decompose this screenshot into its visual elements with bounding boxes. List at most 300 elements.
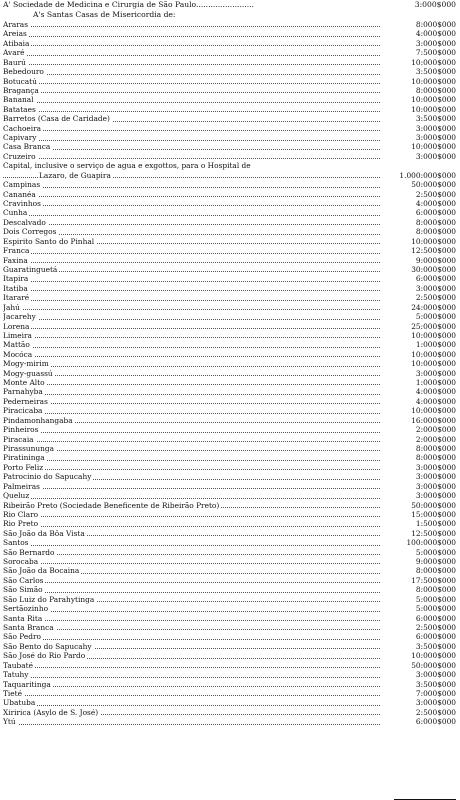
entry-value: 6:000$000 — [415, 274, 456, 284]
list-item — [3, 369, 456, 378]
entry-value: 3:000$000 — [415, 698, 456, 708]
entry-value: 100:000$000 — [406, 538, 456, 548]
entry-label-text: São João da Bocaina — [3, 566, 80, 576]
entry-label — [3, 378, 384, 387]
entry-value: 30:000$000 — [411, 264, 456, 274]
list-item — [3, 142, 456, 151]
list-item — [3, 312, 456, 321]
list-item — [3, 237, 456, 246]
entry-label — [3, 557, 384, 566]
list-item — [3, 114, 456, 123]
list-item — [3, 444, 456, 453]
entry-value: 15:000$000 — [411, 509, 456, 519]
entry-label — [3, 623, 384, 632]
entry-value: 10:000$000 — [411, 359, 456, 369]
list-item — [3, 529, 456, 538]
entry-label — [3, 642, 384, 651]
entry-label-text: Itatiba — [3, 283, 28, 293]
entry-label-text: Bananal — [3, 95, 34, 105]
entry-label — [3, 114, 384, 123]
entry-value: 9:000$000 — [415, 557, 456, 567]
list-item — [3, 416, 456, 425]
entry-label-text: Cravinhos — [3, 199, 41, 209]
entry-value: 2:500$000 — [415, 707, 456, 717]
entry-value: 1:000$000 — [415, 378, 456, 388]
entry-label — [3, 632, 384, 641]
entry-label — [3, 105, 384, 114]
list-item — [3, 397, 456, 406]
society-row — [3, 0, 456, 10]
entry-value: 24:000$000 — [411, 302, 456, 312]
entry-value: 2:500$000 — [415, 189, 456, 199]
entry-label — [3, 95, 384, 104]
entry-label — [3, 124, 384, 133]
entry-label — [3, 482, 384, 491]
entry-value: 5:000$000 — [415, 312, 456, 322]
entry-value: 2:000$000 — [415, 425, 456, 435]
entry-value: 10:000$000 — [411, 76, 456, 86]
entry-value: 7:500$000 — [415, 48, 456, 58]
list-item — [3, 29, 456, 38]
entry-label-text: Baurú — [3, 57, 26, 67]
entry-value: 6:000$000 — [415, 208, 456, 218]
entry-value: 8:000$000 — [415, 20, 456, 29]
list-item — [3, 105, 456, 114]
list-item — [3, 435, 456, 444]
list-item — [3, 501, 456, 510]
entry-label-text: Areias — [3, 29, 27, 39]
entry-value: 2:500$000 — [415, 623, 456, 632]
list-item — [3, 152, 456, 161]
list-item — [3, 378, 456, 387]
entry-label — [3, 67, 384, 76]
entry-label-text: Ytú — [3, 717, 16, 727]
entry-label-text: São Simão — [3, 585, 43, 595]
entry-value: 10:000$000 — [411, 95, 456, 105]
entry-label — [3, 444, 384, 453]
entry-label — [3, 322, 384, 331]
entry-label-text: Faxina — [3, 255, 28, 265]
entry-value: 3:000$000 — [415, 481, 456, 491]
list-item — [3, 293, 456, 302]
list-item — [3, 86, 456, 95]
entry-label — [3, 604, 384, 613]
list-item — [3, 566, 456, 575]
entry-value: 25:000$000 — [411, 321, 456, 331]
entry-label — [3, 519, 384, 528]
list-item — [3, 576, 456, 585]
entry-value: 3:000$000 — [415, 462, 456, 472]
entry-value: 3:000$000 — [415, 133, 456, 143]
list-item — [3, 218, 456, 227]
list-item — [3, 519, 456, 528]
entry-label-text: Parnahyba — [3, 387, 43, 397]
entry-label-text: São José do Rio Pardo — [3, 651, 86, 661]
entries-list — [3, 20, 456, 727]
entry-label — [3, 152, 384, 161]
list-item — [3, 284, 456, 293]
entry-label-text: Mogy-mirim — [3, 359, 49, 369]
entry-label — [3, 510, 384, 519]
entry-label — [3, 77, 384, 86]
list-item — [3, 171, 456, 180]
entry-label — [3, 472, 384, 481]
entry-value: 10:000$000 — [411, 104, 456, 114]
entry-value: 3:000$000 — [415, 368, 456, 378]
entry-label — [3, 246, 384, 255]
entry-label-text: Lazaro, de Guapira — [39, 170, 111, 180]
entry-label — [3, 350, 384, 359]
entry-label-text: Casa Branca — [3, 142, 51, 152]
entry-label — [3, 661, 384, 670]
entry-label — [3, 133, 384, 142]
entry-label — [3, 425, 384, 434]
entry-label — [3, 293, 384, 302]
entry-label-text: Tieté — [3, 688, 23, 698]
entry-label-text: São Bento do Sapucahy — [3, 641, 92, 651]
list-item — [3, 387, 456, 396]
entry-label — [3, 698, 384, 707]
entry-label-text: Tatuhy — [3, 670, 29, 680]
entry-label-text: Pindamonhangaba — [3, 415, 73, 425]
list-item — [3, 303, 456, 312]
entry-label-text: Porto Feliz — [3, 462, 44, 472]
list-item — [3, 463, 456, 472]
entry-value: 10:000$000 — [411, 651, 456, 661]
entry-label — [3, 227, 384, 236]
entry-label — [3, 161, 384, 170]
entry-value: 6:000$000 — [415, 632, 456, 642]
list-item — [3, 585, 456, 594]
list-item — [3, 651, 456, 660]
entry-label-text: Campinas — [3, 180, 41, 190]
entry-value: 10:000$000 — [411, 236, 456, 246]
entry-value: 1.000:000$000 — [399, 170, 456, 180]
entry-label-text: Santos — [3, 538, 29, 548]
entry-label — [3, 491, 384, 500]
list-item — [3, 77, 456, 86]
entry-label-text: Rio Preto — [3, 519, 39, 529]
list-item — [3, 246, 456, 255]
entry-label-text: Queluz — [3, 491, 30, 501]
entry-value: 8:000$000 — [415, 443, 456, 453]
list-item — [3, 274, 456, 283]
list-item — [3, 472, 456, 481]
entry-label — [3, 416, 384, 425]
list-item — [3, 453, 456, 462]
entry-value: 3:000$000 — [415, 151, 456, 161]
entry-label-text: Descalvado — [3, 217, 46, 227]
list-item — [3, 256, 456, 265]
entry-value: 1:500$000 — [415, 519, 456, 529]
entry-label — [3, 237, 384, 246]
list-item — [3, 95, 456, 104]
entry-label — [3, 20, 384, 29]
entry-label-text: Cunha — [3, 208, 28, 218]
entry-label-text: Dois Corregos — [3, 227, 57, 237]
entry-label-text: Piracaia — [3, 434, 34, 444]
entry-label — [3, 48, 384, 57]
entry-label — [3, 529, 384, 538]
list-item — [3, 623, 456, 632]
entry-label-text: Avaré — [3, 48, 25, 58]
entry-label — [3, 614, 384, 623]
entry-value: 10:000$000 — [411, 142, 456, 152]
entry-label-text: Piracicaba — [3, 406, 43, 416]
entry-label — [3, 566, 384, 575]
list-item — [3, 58, 456, 67]
entry-label-text: Lorena — [3, 321, 30, 331]
entry-label-text: Pederneiras — [3, 396, 48, 406]
entry-label — [3, 340, 384, 349]
list-item — [3, 190, 456, 199]
list-item — [3, 208, 456, 217]
entry-value: 8:000$000 — [415, 566, 456, 576]
entry-label — [3, 312, 384, 321]
list-item — [3, 340, 456, 349]
entry-value: 3:500$000 — [415, 67, 456, 77]
entry-value: 5:000$000 — [415, 547, 456, 557]
entry-label-text: Itapira — [3, 274, 29, 284]
entry-label — [3, 274, 384, 283]
entry-label-text: Atibaia — [3, 38, 30, 48]
society-label: A' Sociedade de Medicina e Cirurgia de São Paulo........................ — [3, 0, 254, 9]
entry-value: 8:000$000 — [415, 217, 456, 227]
list-item — [3, 359, 456, 368]
entry-value: 2:500$000 — [415, 293, 456, 303]
entry-value: 8:000$000 — [415, 227, 456, 237]
list-item — [3, 510, 456, 519]
entry-value: 8:000$000 — [415, 453, 456, 463]
list-item — [3, 39, 456, 48]
entry-label-text: São Luiz do Parahytinga — [3, 594, 95, 604]
entry-label — [3, 651, 384, 660]
list-item — [3, 67, 456, 76]
entry-label — [3, 463, 384, 472]
entry-label-text: Jahú — [3, 302, 20, 312]
list-item — [3, 717, 456, 726]
list-item — [3, 614, 456, 623]
entry-value: 8:000$000 — [415, 585, 456, 595]
entry-label-text: São Bernardo — [3, 547, 55, 557]
list-item — [3, 161, 456, 170]
entry-label — [3, 199, 384, 208]
entry-label-text: Franca — [3, 246, 30, 256]
subheading: A's Santas Casas de Misericordia de: — [33, 10, 176, 19]
entry-label — [3, 406, 384, 415]
entry-label — [3, 689, 384, 698]
list-item — [3, 180, 456, 189]
entry-label — [3, 190, 384, 199]
list-item — [3, 708, 456, 717]
list-item — [3, 491, 456, 500]
entry-label — [3, 501, 384, 510]
list-item — [3, 124, 456, 133]
entry-value: 5:000$000 — [415, 604, 456, 614]
entry-label — [3, 359, 384, 368]
entry-value: 10:000$000 — [411, 330, 456, 340]
entry-label-text: Xiririca (Asylo de S. José) — [3, 707, 99, 717]
entry-label-text: Mocóca — [3, 349, 33, 359]
entry-value: 3:500$000 — [415, 641, 456, 651]
entry-label-text: Batataes — [3, 104, 36, 114]
entry-label — [3, 435, 384, 444]
entry-value: 3:000$000 — [415, 283, 456, 293]
entry-label-text: Pirassununga — [3, 443, 55, 453]
entry-value: 7:000$000 — [415, 688, 456, 698]
entry-label-text: Cachoeira — [3, 123, 42, 133]
entry-label — [3, 670, 384, 679]
entry-value: 16:000$000 — [411, 415, 456, 425]
list-item — [3, 604, 456, 613]
entry-value: 10:000$000 — [411, 406, 456, 416]
entry-label-text: Sorocaba — [3, 557, 39, 567]
entry-label — [3, 331, 384, 340]
entry-label-text: Palmeiras — [3, 481, 40, 491]
list-item — [3, 680, 456, 689]
society-value: 3:000$000 — [414, 0, 456, 9]
entry-label — [3, 303, 384, 312]
entry-label-text: São Pedro — [3, 632, 41, 642]
entry-value: 1:000$000 — [415, 340, 456, 350]
list-item — [3, 698, 456, 707]
entry-value: 3:500$000 — [415, 114, 456, 124]
list-item — [3, 406, 456, 415]
entry-label-text: Monte Alto — [3, 378, 45, 388]
entry-label — [3, 265, 384, 274]
entry-label-text: Araras — [3, 20, 29, 29]
entry-value: 50:000$000 — [411, 500, 456, 510]
entry-label — [3, 595, 384, 604]
entry-value: 50:000$000 — [411, 660, 456, 670]
entry-value: 4:000$000 — [415, 199, 456, 209]
entry-value: 4:000$000 — [415, 29, 456, 39]
entry-label — [3, 218, 384, 227]
entry-label-text: Piratininga — [3, 453, 45, 463]
entry-label-text: Taubaté — [3, 660, 34, 670]
entry-label-text: Mattão — [3, 340, 30, 350]
entry-label-text: Pinheiros — [3, 425, 39, 435]
entry-label-text: Bebedouro — [3, 67, 44, 77]
list-item — [3, 350, 456, 359]
entry-value: 6:000$000 — [415, 613, 456, 623]
entry-value: 2:000$000 — [415, 434, 456, 444]
entry-label — [3, 180, 384, 189]
list-item — [3, 227, 456, 236]
list-item — [3, 632, 456, 641]
entry-value: 4:000$000 — [415, 387, 456, 397]
list-item — [3, 265, 456, 274]
entry-value: 6:000$000 — [415, 717, 456, 727]
entry-label — [3, 284, 384, 293]
entry-label — [3, 256, 384, 265]
entry-label-text: Guaratinguetá — [3, 264, 58, 274]
entry-label-text: Botucatú — [3, 76, 37, 86]
entry-label — [3, 58, 384, 67]
entry-label — [3, 29, 384, 38]
entry-value: 3:000$000 — [415, 123, 456, 133]
entry-label-text: São João da Bôa Vista — [3, 528, 85, 538]
entry-label — [3, 548, 384, 557]
list-item — [3, 689, 456, 698]
list-item — [3, 557, 456, 566]
entry-label-text: Cruzeiro — [3, 151, 36, 161]
list-item — [3, 331, 456, 340]
entry-label — [3, 453, 384, 462]
entry-label-text: Itararé — [3, 293, 30, 303]
entry-value: 10:000$000 — [411, 349, 456, 359]
entry-label-text: Sertãozinho — [3, 604, 49, 614]
list-item — [3, 595, 456, 604]
entry-label — [3, 708, 384, 717]
entry-label — [3, 585, 384, 594]
entry-label-text: Jacarehy — [3, 312, 36, 322]
list-item — [3, 133, 456, 142]
entry-value: 9:000$000 — [415, 255, 456, 265]
list-item — [3, 661, 456, 670]
entry-label-text: São Carlos — [3, 575, 44, 585]
entry-label — [3, 680, 384, 689]
entry-label-text: Rio Claro — [3, 509, 39, 519]
entry-value: 17:500$000 — [411, 575, 456, 585]
entry-label-text: Espirito Santo do Pinhal — [3, 236, 95, 246]
entry-label-text: Bragança — [3, 85, 39, 95]
entry-label — [3, 369, 384, 378]
list-item — [3, 642, 456, 651]
entry-value: 12:500$000 — [411, 528, 456, 538]
entry-value: 50:000$000 — [411, 180, 456, 190]
entry-label-text: Capivary — [3, 133, 37, 143]
entry-label-text: Capital, inclusive o serviço de agua e exgottos, para o Hospital de — [3, 161, 251, 171]
entry-value: 3:000$000 — [415, 472, 456, 482]
entry-value: 10:000$000 — [411, 57, 456, 67]
entry-label — [3, 387, 384, 396]
entry-label — [3, 39, 384, 48]
entry-label — [3, 576, 384, 585]
list-item — [3, 482, 456, 491]
entry-label — [3, 86, 384, 95]
entry-label-text: Santa Rita — [3, 613, 43, 623]
list-item — [3, 48, 456, 57]
entry-label-text: Santa Branca — [3, 623, 54, 632]
list-item — [3, 199, 456, 208]
entry-value: 8:000$000 — [415, 85, 456, 95]
list-item — [3, 538, 456, 547]
list-item — [3, 670, 456, 679]
entry-label-text: Limeira — [3, 330, 32, 340]
entry-value: 5:000$000 — [415, 594, 456, 604]
list-item — [3, 548, 456, 557]
entry-value: 3:000$000 — [415, 670, 456, 680]
list-item — [3, 425, 456, 434]
entry-label — [3, 397, 384, 406]
entry-label-text: Cananéa — [3, 189, 36, 199]
entry-value: 4:000$000 — [415, 396, 456, 406]
entry-label-text: Ubatuba — [3, 698, 36, 708]
entry-label — [3, 142, 384, 151]
list-item — [3, 20, 456, 29]
entry-label — [3, 208, 384, 217]
entry-value: 3:000$000 — [415, 491, 456, 501]
entry-value: 12:500$000 — [411, 246, 456, 256]
entry-label-text: Taquaritinga — [3, 679, 51, 689]
entry-label — [3, 171, 384, 180]
entry-value: 3:000$000 — [415, 38, 456, 48]
entry-label-text: Mogy-guassú — [3, 368, 53, 378]
entry-label — [3, 538, 384, 547]
entry-label-text: Barretos (Casa de Caridade) — [3, 114, 110, 124]
entry-label-text: Ribeirão Preto (Sociedade Beneficente de Ribeirão Preto) — [3, 500, 220, 510]
